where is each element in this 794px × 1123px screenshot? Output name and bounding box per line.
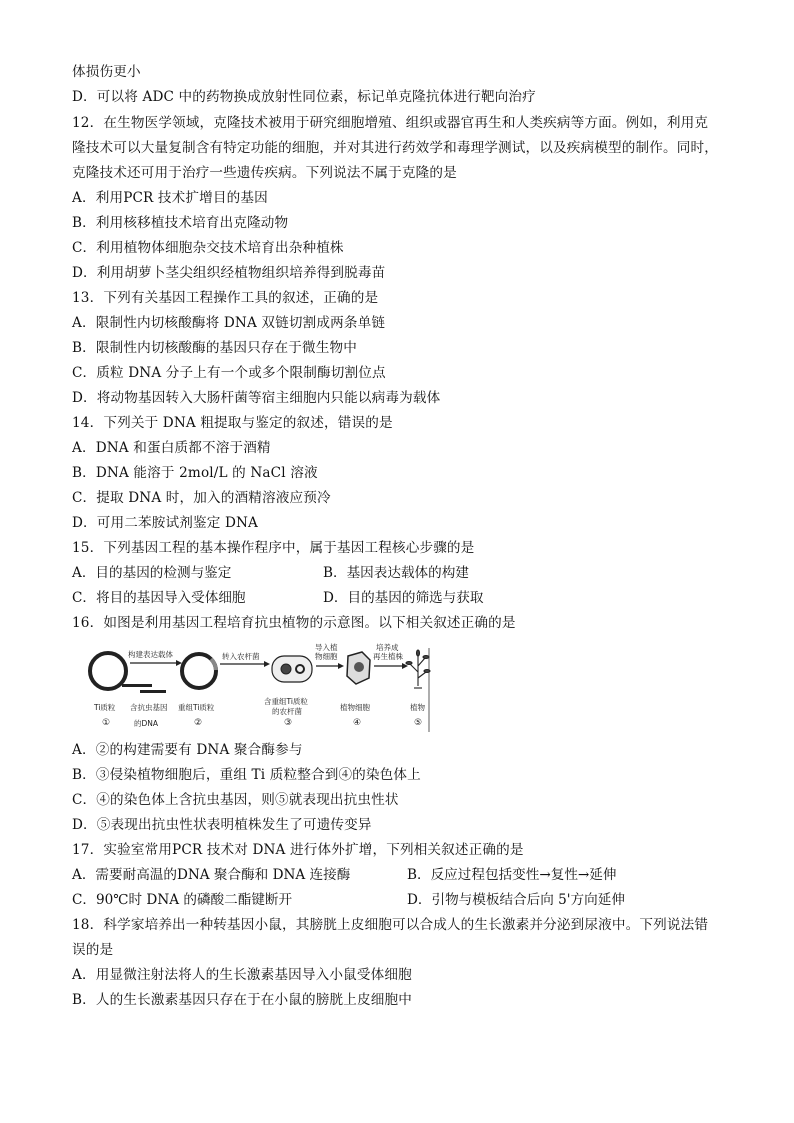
q17-option-c: C．90℃时 DNA 的磷酸二酯键断开 bbox=[72, 892, 293, 908]
ti-plasmid-shape bbox=[90, 653, 126, 689]
q17-option-a: A．需要耐高温的DNA 聚合酶和 DNA 连接酶 bbox=[72, 867, 351, 883]
q12-option-c: C．利用植物体细胞杂交技术培育出杂种植株 bbox=[72, 240, 344, 256]
q18-option-b: B．人的生长激素基因只存在于在小鼠的膀胱上皮细胞中 bbox=[72, 992, 412, 1008]
figure-number: ② bbox=[194, 718, 203, 728]
q16-option-b: B．③侵染植物细胞后，重组 Ti 质粒整合到④的染色体上 bbox=[72, 767, 421, 783]
q12-option-a: A．利用PCR 技术扩增目的基因 bbox=[72, 190, 268, 206]
text-line: 体损伤更小 bbox=[72, 64, 141, 80]
q14-stem: 14．下列关于 DNA 粗提取与鉴定的叙述，错误的是 bbox=[72, 415, 393, 431]
q16-option-c: C．④的染色体上含抗虫基因，则⑤就表现出抗虫性状 bbox=[72, 792, 399, 808]
arrow-label: 物细胞 bbox=[315, 652, 338, 661]
q13-stem: 13．下列有关基因工程操作工具的叙述，正确的是 bbox=[72, 290, 379, 306]
figure-number: ⑤ bbox=[414, 718, 423, 728]
q17-option-b: B．反应过程包括变性→复性→延伸 bbox=[407, 867, 617, 883]
arrow-label: 培养成 bbox=[376, 643, 399, 652]
recombinant-plasmid-shape bbox=[182, 654, 216, 688]
q18-stem: 18．科学家培养出一种转基因小鼠，其膀胱上皮细胞可以合成人的生长激素并分泌到尿液中。下列说法错 bbox=[72, 917, 709, 933]
dna-fragment-shape bbox=[122, 684, 152, 687]
q12-stem: 12．在生物医学领域，克隆技术被用于研究细胞增殖、组织或器官再生和人类疾病等方面。例如，利用克 bbox=[72, 115, 709, 131]
q13-option-d: D．将动物基因转入大肠杆菌等宿主细胞内只能以病毒为载体 bbox=[72, 390, 441, 406]
arrow-label: 导入植 bbox=[315, 643, 338, 652]
q14-option-a: A．DNA 和蛋白质都不溶于酒精 bbox=[72, 440, 271, 456]
q15-option-a: A．目的基因的检测与鉴定 bbox=[72, 565, 232, 581]
figure-number: ④ bbox=[353, 718, 362, 728]
q14-option-d: D．可用二苯胺试剂鉴定 DNA bbox=[72, 515, 259, 531]
figure-label: 含重组Ti质粒 bbox=[264, 697, 308, 706]
figure-label: 含抗虫基因 bbox=[130, 703, 168, 712]
q12-option-b: B．利用核移植技术培育出克隆动物 bbox=[72, 215, 289, 231]
q13-option-b: B．限制性内切核酸酶的基因只存在于微生物中 bbox=[72, 340, 358, 356]
q16-option-a: A．②的构建需要有 DNA 聚合酶参与 bbox=[72, 742, 303, 758]
q16-option-d: D．⑤表现出抗虫性状表明植株发生了可遗传变异 bbox=[72, 817, 372, 833]
q14-option-b: B．DNA 能溶于 2mol/L 的 NaCl 溶液 bbox=[72, 465, 318, 481]
figure-label: 植物细胞 bbox=[340, 703, 370, 712]
q14-option-c: C．提取 DNA 时，加入的酒精溶液应预冷 bbox=[72, 490, 331, 506]
q17-option-d: D．引物与模板结合后向 5'方向延伸 bbox=[407, 892, 625, 908]
q12-option-d: D．利用胡萝卜茎尖组织经植物组织培养得到脱毒苗 bbox=[72, 265, 386, 281]
figure-label: Ti质粒 bbox=[94, 703, 116, 712]
q15-option-b: B．基因表达载体的构建 bbox=[323, 565, 469, 581]
q15-option-d: D．目的基因的筛选与获取 bbox=[323, 590, 484, 606]
figure-label: 的农杆菌 bbox=[272, 707, 302, 716]
figure-label: 重组Ti质粒 bbox=[178, 703, 215, 712]
arrow-label: 构建表达载体 bbox=[128, 650, 173, 659]
q18-option-a: A．用显微注射法将人的生长激素基因导入小鼠受体细胞 bbox=[72, 967, 412, 983]
q12-stem: 克隆技术还可用于治疗一些遗传疾病。下列说法不属于克隆的是 bbox=[72, 165, 457, 181]
arrow-label: 再生植株 bbox=[373, 652, 403, 661]
figure-label: 的DNA bbox=[134, 719, 159, 728]
q15-stem: 15．下列基因工程的基本操作程序中，属于基因工程核心步骤的是 bbox=[72, 540, 475, 556]
q13-option-c: C．质粒 DNA 分子上有一个或多个限制酶切割位点 bbox=[72, 365, 386, 381]
figure-number: ① bbox=[102, 718, 111, 728]
q16-stem: 16．如图是利用基因工程培育抗虫植物的示意图。以下相关叙述正确的是 bbox=[72, 615, 516, 631]
q12-stem: 隆技术可以大量复制含有特定功能的细胞，并对其进行药效学和毒理学测试，以及疾病模型的制作。同时， bbox=[72, 140, 718, 156]
q17-stem: 17．实验室常用PCR 技术对 DNA 进行体外扩增，下列相关叙述正确的是 bbox=[72, 842, 524, 858]
agrobacterium-shape bbox=[272, 656, 312, 682]
plant-shape bbox=[406, 650, 430, 688]
dna-fragment-shape bbox=[140, 690, 166, 693]
arrow-label: 转入农杆菌 bbox=[222, 652, 260, 661]
q11-option-d: D．可以将 ADC 中的药物换成放射性同位素，标记单克隆抗体进行靶向治疗 bbox=[72, 89, 536, 105]
gene-engineering-diagram bbox=[72, 642, 432, 732]
q18-stem: 误的是 bbox=[72, 942, 114, 958]
q13-option-a: A．限制性内切核酸酶将 DNA 双链切割成两条单链 bbox=[72, 315, 386, 331]
figure-number: ③ bbox=[284, 718, 293, 728]
q15-option-c: C．将目的基因导入受体细胞 bbox=[72, 590, 246, 606]
figure-label: 植物 bbox=[410, 703, 425, 712]
